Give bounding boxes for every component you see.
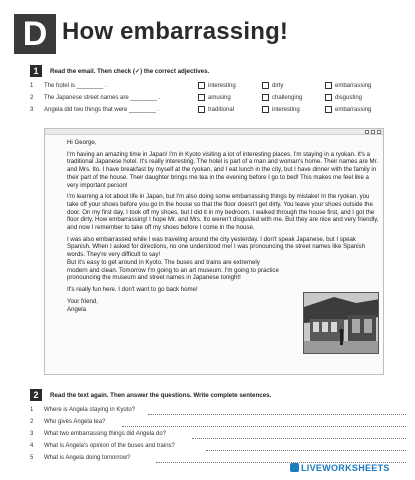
section-letter: D — [14, 14, 56, 54]
exercise-1-item-1: 1 The hotel is ________ . interesting dirty embarrassing — [30, 82, 372, 89]
item-number: 2 — [30, 419, 34, 425]
exercise-2-number: 2 — [30, 389, 42, 401]
checkbox-icon[interactable] — [262, 106, 269, 113]
item-number: 4 — [30, 443, 34, 449]
checkbox-icon[interactable] — [198, 94, 205, 101]
item-text: What is Angela doing tomorrow? — [44, 455, 131, 461]
item-number: 1 — [30, 407, 34, 413]
item-text: Angela did two things that were ________ . — [44, 107, 160, 113]
kyoto-street-photo — [303, 292, 379, 354]
checkbox-icon[interactable] — [325, 94, 332, 101]
checkbox-icon[interactable] — [198, 106, 205, 113]
minimize-icon — [365, 130, 369, 134]
item-text: Who gives Angela tea? — [44, 419, 106, 425]
page-title: How embarrassing! — [62, 18, 289, 45]
answer-line[interactable] — [206, 450, 406, 451]
logo-text: LIVEWORKSHEETS — [301, 463, 390, 473]
item-text: What is Angela's opinion of the buses and trains? — [44, 443, 175, 449]
email-paragraph-3-cont: But it's easy to get around in Kyoto. The buses and trains are extremely modern and clean. Tomorrow I'm going to an art museum. I'm going to practice pronouncing the museum and street names in Japanese tonight! — [67, 258, 279, 282]
email-paragraph-2: I'm learning a lot about life in Japan, but I'm also doing some embarrassing things by mistake! In the ryokan, you take off your shoes before you go in the house so that the floor doesn't get dirty. You leave your shoes outside the door. On my first day, I took off my shoes, but I did it in my bedroom. I walked through the house first, and I got the floor dirty. How embarrassing! I hope Mr. and Mrs. Ito weren't disgusted with me. But they are nice and very friendly, and now I remember to take off my shoes before I come in the house. — [67, 193, 379, 232]
email-window — [44, 128, 384, 375]
photo-illustration — [304, 293, 379, 354]
maximize-icon — [371, 130, 375, 134]
exercise-2-item-1 — [30, 407, 410, 417]
answer-line[interactable] — [122, 426, 406, 427]
answer-line[interactable] — [148, 414, 406, 415]
checkbox-icon[interactable] — [262, 82, 269, 89]
email-signature: Angela — [67, 306, 86, 314]
email-paragraph-3: I was also embarrassed while I was traveling around the city yesterday. I don't speak Japanese, but I speak Spanish. When I asked for directions, no one understood me! I was pronouncing the street names like Spanish words. They're very difficult to say! — [67, 235, 366, 259]
email-titlebar — [45, 129, 383, 135]
email-paragraph-4: It's really fun here. I don't want to go back home! — [67, 285, 198, 293]
email-greeting: Hi George, — [67, 139, 97, 146]
item-text: The Japanese street names are ________ . — [44, 95, 161, 101]
exercise-2-item-3 — [30, 431, 410, 441]
exercise-1-item-2: 2 The Japanese street names are ________ . amusing challenging disgusting — [30, 94, 363, 101]
item-number: 2 — [30, 95, 34, 101]
checkbox-icon[interactable] — [325, 106, 332, 113]
exercise-1-number: 1 — [30, 65, 42, 77]
item-number: 1 — [30, 83, 34, 89]
exercise-2-instruction: Read the text again. Then answer the questions. Write complete sentences. — [50, 392, 272, 399]
header — [0, 0, 415, 58]
email-signoff: Your friend, — [67, 297, 98, 305]
checkbox-icon[interactable] — [262, 94, 269, 101]
logo-icon — [290, 463, 299, 472]
answer-line[interactable] — [192, 438, 406, 439]
exercise-1-instruction: Read the email. Then check (✓) the correct adjectives. — [50, 68, 210, 75]
exercise-2-item-4 — [30, 443, 410, 453]
item-number: 5 — [30, 455, 34, 461]
exercise-1-item-3: 3 Angela did two things that were ________ . traditional interesting embarrassing — [30, 106, 372, 113]
item-number: 3 — [30, 107, 34, 113]
item-text: Where is Angela staying in Kyoto? — [44, 407, 136, 413]
close-icon — [377, 130, 381, 134]
exercise-2-item-2 — [30, 419, 410, 429]
liveworksheets-logo[interactable] — [290, 463, 390, 473]
item-number: 3 — [30, 431, 34, 437]
item-text: The hotel is ________ . — [44, 83, 107, 89]
checkbox-icon[interactable] — [198, 82, 205, 89]
email-paragraph-1: I'm having an amazing time in Japan! I'm in Kyoto visiting a lot of interesting places. I'm staying in a ryokan. It's a traditional Japanese hotel. It's really interesting. The hotel is part of a man and woman's home. Their names are Mr. and Mrs. Ito. I have breakfast by myself at the ryokan, and I eat lunch in the city, but I have dinner with the family in their part of the house. Their daughter brings me tea in the evening before I go to bed! This makes me feel like a very important person! — [67, 150, 379, 189]
checkbox-icon[interactable] — [325, 82, 332, 89]
item-text: What two embarrassing things did Angela do? — [44, 431, 167, 437]
